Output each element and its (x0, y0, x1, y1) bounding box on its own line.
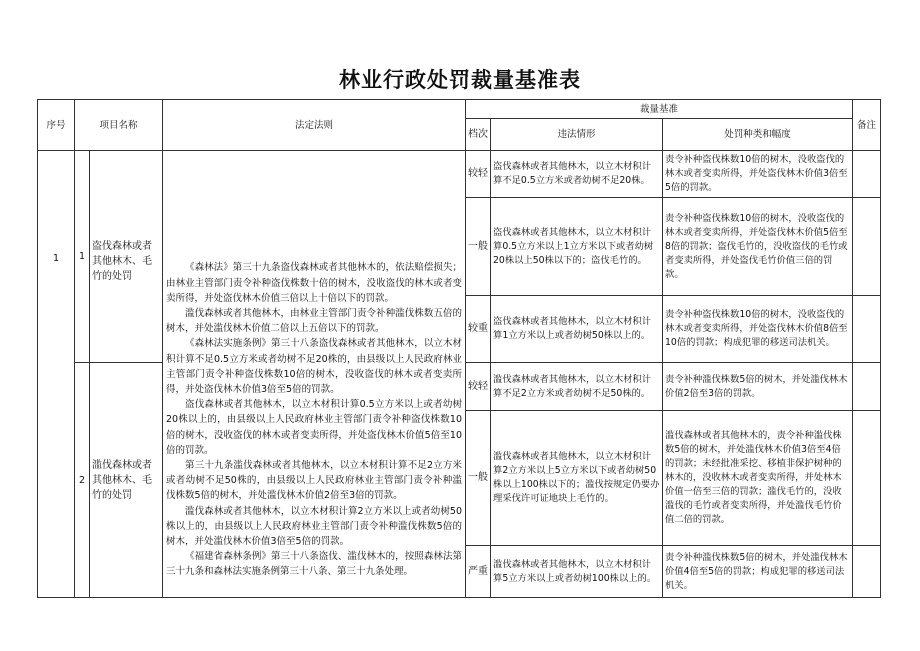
item-name: 盗伐森林或者其他林木、毛竹的处罚 (90, 151, 163, 363)
law-paragraph: 《森林法实施条例》第三十八条盗伐森林或者其他林木，以立木材积计算不足0.5立方米或者幼树不足20株的，由县级以上人民政府林业主管部门责令补种盗伐株数10倍的树木，没收盗伐的林木或者变卖所得，并处盗伐林木价值3倍至5倍的罚款。 (166, 338, 463, 395)
header-remark: 备注 (853, 100, 881, 151)
level-cell: 较重 (466, 296, 491, 363)
law-paragraph: 滥伐森林或者其他林木，以立木材积计算2立方米以上或者幼树50株以上的，由县级以上人民政府林业主管部门责令补种滥伐株数5倍的树木，并处滥伐林木价值3倍至5倍的罚款。 (166, 505, 463, 548)
item-seq: 2 (75, 363, 90, 598)
situation-cell: 盗伐森林或者其他林木，以立木材积计算0.5立方米以上1立方米以下或者幼树20株以上50株以下的；盗伐毛竹的。 (491, 198, 663, 296)
penalty-cell: 责令补种盗伐株数10倍的树木，没收盗伐的林木或者变卖所得，并处盗伐林木价值5倍至8倍的罚款；盗伐毛竹的，没收盗伐的毛竹或者变卖所得，并处盗伐毛竹价值三倍的罚款。 (663, 198, 853, 296)
header-standard: 裁量基准 (466, 100, 853, 119)
item-name: 滥伐森林或者其他林木、毛竹的处罚 (90, 363, 163, 598)
penalty-cell: 滥伐森林或者其他林木的，责令补种滥伐株数5倍的树木，并处滥伐林木价值3倍至4倍的罚款；未经批准采挖、移植非保护树种的林木的，没收林木或者变卖所得，并处林木价值一倍至三倍的罚款；滥伐毛竹的，没收滥伐的毛竹或者变卖所得，并处滥伐毛竹价值二倍的罚款。 (663, 411, 853, 546)
penalty-standard-table (37, 99, 881, 598)
situation-cell: 盗伐森林或者其他林木，以立木材积计算不足0.5立方米或者幼树不足20株。 (491, 151, 663, 198)
header-law: 法定法则 (163, 100, 466, 151)
penalty-cell: 责令补种滥伐株数5倍的树木，并处滥伐林木价值2倍至3倍的罚款。 (663, 363, 853, 411)
table-row (38, 151, 881, 198)
level-cell: 一般 (466, 411, 491, 546)
law-paragraph: 滥伐森林或者其他林木，由林业主管部门责令补种滥伐株数五倍的树木，并处滥伐林木价值二倍以上五倍以下的罚款。 (166, 307, 463, 335)
level-cell: 较轻 (466, 151, 491, 198)
law-paragraph: 《森林法》第三十九条盗伐森林或者其他林木的，依法赔偿损失；由林业主管部门责令补种盗伐株数十倍的树木，没收盗伐的林木或者变卖所得，并处盗伐林木价值三倍以上十倍以下的罚款。 (166, 262, 463, 304)
remark-cell (853, 198, 881, 296)
remark-cell (853, 546, 881, 598)
situation-cell: 滥伐森林或者其他林木，以立木材积计算2立方米以上5立方米以下或者幼树50株以上100株以下的；滥伐按规定仍要办理采伐许可证地块上毛竹的。 (491, 411, 663, 546)
remark-cell (853, 296, 881, 363)
header-situation: 违法情形 (491, 119, 663, 151)
penalty-cell: 责令补种盗伐株数10倍的树木，没收盗伐的林木或者变卖所得，并处盗伐林木价值3倍至5倍的罚款。 (663, 151, 853, 198)
remark-cell (853, 363, 881, 411)
law-text (163, 151, 466, 598)
header-seq: 序号 (38, 100, 75, 151)
page-title: 林业行政处罚裁量基准表 (339, 68, 581, 92)
law-paragraph: 《福建省森林条例》第三十八条盗伐、滥伐林木的，按照森林法第三十九条和森林法实施条例第三十八条、第三十九条处理。 (166, 551, 463, 578)
situation-cell: 盗伐森林或者其他林木，以立木材积计算1立方米以上或者幼树50株以上的。 (491, 296, 663, 363)
header-project: 项目名称 (75, 100, 163, 151)
header-penalty: 处罚种类和幅度 (663, 119, 853, 151)
penalty-cell: 责令补种滥伐株数5倍的树木，并处滥伐林木价值4倍至5倍的罚款；构成犯罪的移送司法机关。 (663, 546, 853, 598)
law-paragraph: 盗伐森林或者其他林木，以立木材积计算0.5立方米以上或者幼树20株以上的，由县级以上人民政府林业主管部门责令补种盗伐株数10倍的树木，没收盗伐的林木或者变卖所得，并处盗伐林木价值5倍至10倍的罚款。 (166, 399, 463, 456)
remark-cell (853, 411, 881, 546)
group-seq: 1 (38, 151, 75, 598)
item-seq: 1 (75, 151, 90, 363)
remark-cell (853, 151, 881, 198)
level-cell: 一般 (466, 198, 491, 296)
header-level: 档次 (466, 119, 491, 151)
level-cell: 严重 (466, 546, 491, 598)
level-cell: 较轻 (466, 363, 491, 411)
header-row-1 (38, 100, 881, 119)
situation-cell: 滥伐森林或者其他林木，以立木材积计算不足2立方米或者幼树不足50株的。 (491, 363, 663, 411)
law-paragraph: 第三十九条滥伐森林或者其他林木，以立木材积计算不足2立方米或者幼树不足50株的，由县级以上人民政府林业主管部门责令补种滥伐株数5倍的树木，并处滥伐林木价值2倍至3倍的罚款。 (166, 460, 463, 502)
penalty-cell: 责令补种盗伐株数10倍的树木，没收盗伐的林木或者变卖所得，并处盗伐林木价值8倍至10倍的罚款；构成犯罪的移送司法机关。 (663, 296, 853, 363)
situation-cell: 滥伐森林或者其他林木，以立木材积计算5立方米以上或者幼树100株以上的。 (491, 546, 663, 598)
